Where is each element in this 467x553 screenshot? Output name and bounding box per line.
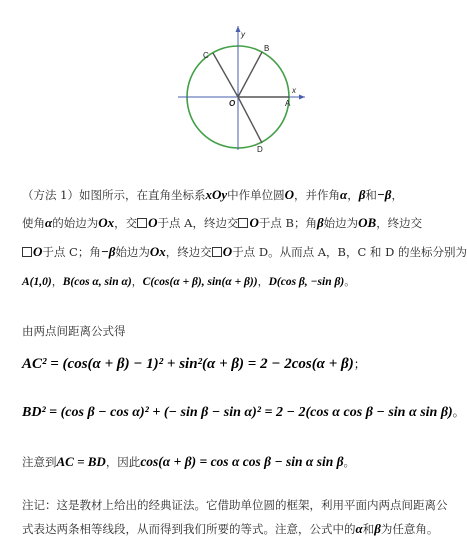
conclusion-line: 注意到AC = BD，因此cos(α + β) = cos α cos β − sin α sin β。 <box>22 454 356 469</box>
paragraph-line-3: O于点 C；角−β始边为Ox，终边交 O于点 D。从而点 A，B，C 和 D 的坐标分别为 <box>22 243 432 261</box>
note-line-2: 式表达两条相等线段，从而得到我们所要的等式。注意，公式中的α和β为任意角。 <box>22 521 439 536</box>
missing-glyph-box <box>22 247 32 257</box>
missing-glyph-box <box>238 218 248 228</box>
distance-formula-intro: 由两点间距离公式得 <box>22 324 126 338</box>
label-b: B <box>264 44 270 53</box>
label-o: O <box>229 99 236 108</box>
radius-ob <box>238 52 262 97</box>
x-axis-arrow <box>299 95 305 100</box>
label-y: y <box>241 30 245 39</box>
label-x: x <box>292 86 296 95</box>
missing-glyph-box <box>212 247 222 257</box>
label-c: C <box>203 51 209 60</box>
label-a: A <box>285 99 291 108</box>
note-line-1: 注记：这是教材上给出的经典证法。它借助单位圆的框架，利用平面内两点间距离公 <box>22 498 448 512</box>
paragraph-line-4-coordinates: A(1,0)，B(cos α, sin α)，C(cos(α + β), sin(α + β))，D(cos β, −sin β)。 <box>22 275 356 288</box>
unit-circle-figure <box>0 0 450 200</box>
equation-bd-squared: BD² = (cos β − cos α)² + (− sin β − sin α)² = 2 − 2(cos α cos β − sin α sin β)。 <box>22 405 465 420</box>
equation-ac-squared: AC² = (cos(α + β) − 1)² + sin²(α + β) = 2 − 2cos(α + β)； <box>22 356 366 372</box>
missing-glyph-box <box>137 218 147 228</box>
paragraph-line-2: 使角α的始边为Ox，交 O于点 A，终边交 O于点 B；角β始边为OB，终边交 <box>22 215 423 230</box>
radius-od <box>238 97 262 143</box>
label-d: D <box>257 145 263 154</box>
paragraph-line-1: （方法 1）如图所示，在直角坐标系xOy中作单位圆O，并作角α，β和−β， <box>22 187 403 202</box>
y-axis-arrow <box>236 26 241 32</box>
radius-oc <box>213 53 238 97</box>
